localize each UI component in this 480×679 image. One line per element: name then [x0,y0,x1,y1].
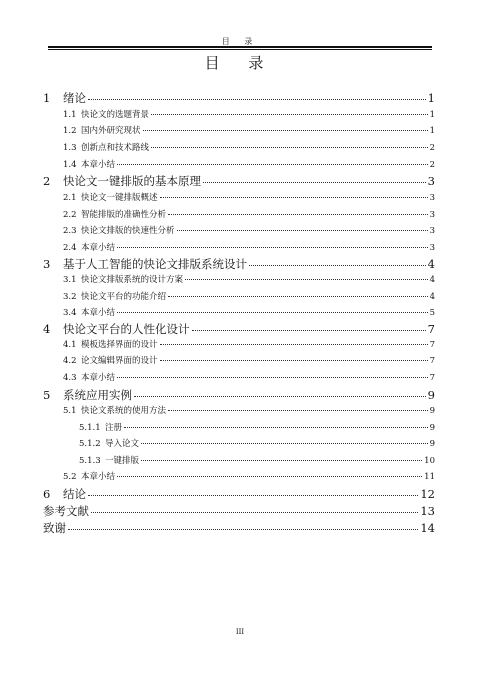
toc-entry[interactable] [43,224,435,236]
toc-title: 目 录 [204,54,276,72]
toc-entry[interactable] [43,321,435,337]
toc-entry-page: 14 [420,521,435,535]
toc-entry[interactable] [43,256,435,272]
toc-leader-dots [88,99,426,100]
toc-entry-title: 国内外研究现状 [81,126,141,136]
toc-entry[interactable] [43,273,435,285]
toc-entry-number: 3 [43,257,51,271]
toc-entry-number: 1 [43,91,51,105]
toc-entry-title: 快论文一键排版概述 [81,193,158,203]
toc-entry-page: 13 [420,504,435,518]
toc-entry-page: 3 [429,210,435,220]
page-number: III [235,628,245,636]
toc-entry-page: 2 [429,160,435,170]
toc-entry[interactable] [43,241,435,253]
toc-entry-title: 快论文一键排版的基本原理 [63,174,201,188]
toc-entry[interactable] [43,437,435,449]
toc-leader-dots [124,427,428,428]
toc-leader-dots [185,279,428,280]
toc-entry[interactable] [43,387,435,403]
toc-entry-title: 基于人工智能的快论文排版系统设计 [63,257,247,271]
toc-leader-dots [88,495,418,496]
toc-entry-title: 快论文系统的使用方法 [81,406,167,416]
running-header: 目 录 [221,37,259,46]
toc-entry-title: 结论 [63,487,86,501]
toc-leader-dots [117,164,428,165]
toc-entry-page: 7 [427,322,435,336]
toc-leader-dots [68,529,418,530]
toc-leader-dots [151,114,428,115]
toc-leader-dots [168,214,428,215]
toc-entry[interactable] [43,191,435,203]
toc-entry-page: 1 [427,91,435,105]
toc-entry-page: 9 [427,388,435,402]
toc-leader-dots [249,265,426,266]
toc-entry-page: 4 [429,275,435,285]
toc-leader-dots [141,443,428,444]
toc-entry-page: 4 [427,257,435,271]
toc-entry[interactable] [43,421,435,433]
toc-entry-number: 4.2 [63,356,77,366]
toc-leader-dots [203,182,426,183]
toc-leader-dots [151,147,428,148]
toc-entry-number: 2.4 [63,243,77,253]
toc-entry-number: 5.2 [63,472,77,482]
toc-entry-title: 快论文排版系统的设计方案 [81,275,184,285]
toc-entry-number: 2.1 [63,193,77,203]
toc-leader-dots [160,197,428,198]
toc-entry-number: 5 [43,388,51,402]
toc-entry[interactable] [43,338,435,350]
toc-leader-dots [117,312,428,313]
header-rule-thick [48,46,432,48]
toc-entry[interactable] [43,470,435,482]
toc-entry-page: 9 [429,439,435,449]
toc-entry-title: 导入论文 [105,439,140,449]
toc-entry[interactable] [43,404,435,416]
toc-entry-number: 2.3 [63,226,77,236]
toc-entry-page: 7 [429,373,435,383]
toc-entry-title: 快论文平台的功能介绍 [81,292,167,302]
toc-entry[interactable] [43,290,435,302]
toc-entry[interactable] [43,354,435,366]
toc-leader-dots [141,460,422,461]
toc-entry-page: 9 [429,423,435,433]
toc-leader-dots [134,396,426,397]
toc-entry-title: 一键排版 [105,456,140,466]
toc-entry-page: 5 [429,308,435,318]
toc-leader-dots [117,247,428,248]
toc-leader-dots [143,130,428,131]
toc-entry-number: 3.2 [63,292,77,302]
toc-entry-number: 4.3 [63,373,77,383]
toc-entry[interactable] [43,371,435,383]
toc-entry-title: 论文编辑界面的设计 [81,356,158,366]
toc-leader-dots [117,377,428,378]
toc-entry-page: 10 [424,456,435,466]
toc-entry-page: 9 [429,406,435,416]
toc-leader-dots [177,230,428,231]
toc-entry[interactable] [43,486,435,502]
toc-entry-page: 3 [429,193,435,203]
toc-entry-title: 模板选择界面的设计 [81,340,158,350]
toc-entry-page: 3 [427,174,435,188]
toc-entry-page: 4 [429,292,435,302]
toc-entry[interactable] [43,208,435,220]
toc-entry[interactable] [43,520,435,536]
toc-entry[interactable] [43,124,435,136]
toc-entry-title: 快论文的选题背景 [81,110,150,120]
toc-entry[interactable] [43,173,435,189]
toc-entry-title: 智能排版的准确性分析 [81,210,167,220]
toc-leader-dots [192,330,426,331]
toc-entry-title: 创新点和技术路线 [81,143,150,153]
toc-leader-dots [117,476,422,477]
toc-entry-title: 本章小结 [81,472,116,482]
toc-leader-dots [168,296,428,297]
toc-entry-number: 2.2 [63,210,77,220]
toc-leader-dots [160,344,428,345]
toc-entry-number: 1.2 [63,126,77,136]
toc-entry-page: 7 [429,340,435,350]
toc-entry-title: 本章小结 [81,308,116,318]
toc-entry[interactable] [43,158,435,170]
toc-entry-number: 1.3 [63,143,77,153]
toc-entry-page: 11 [424,472,435,482]
toc-entry-title: 注册 [105,423,123,433]
toc-entry-number: 1.1 [63,110,77,120]
toc-entry-page: 1 [429,110,435,120]
toc-entry[interactable] [43,454,435,466]
toc-entry-number: 5.1.3 [79,456,101,466]
toc-entry-number: 4.1 [63,340,77,350]
toc-entry-number: 3.4 [63,308,77,318]
toc-entry-title: 参考文献 [43,504,89,518]
toc-entry-number: 5.1 [63,406,77,416]
toc-entry-title: 系统应用实例 [63,388,132,402]
toc-entry-page: 2 [429,143,435,153]
toc-entry-title: 快论文平台的人性化设计 [63,322,190,336]
toc-entry[interactable] [43,306,435,318]
toc-entry[interactable] [43,90,435,106]
toc-leader-dots [91,512,418,513]
toc-entry-title: 绪论 [63,91,86,105]
toc-leader-dots [160,360,428,361]
toc-entry[interactable] [43,503,435,519]
toc-entry-title: 本章小结 [81,373,116,383]
toc-entry-number: 1.4 [63,160,77,170]
toc-entry-number: 6 [43,487,51,501]
toc-entry-number: 4 [43,322,51,336]
toc-entry-page: 1 [429,126,435,136]
toc-entry-number: 2 [43,174,51,188]
toc-entry-number: 5.1.1 [79,423,101,433]
toc-leader-dots [168,410,428,411]
toc-entry[interactable] [43,141,435,153]
toc-entry-page: 7 [429,356,435,366]
toc-entry-page: 3 [429,243,435,253]
toc-entry-number: 3.1 [63,275,77,285]
toc-entry-number: 5.1.2 [79,439,101,449]
toc-entry-title: 快论文排版的快速性分析 [81,226,175,236]
toc-entry-title: 本章小结 [81,243,116,253]
toc-entry-page: 3 [429,226,435,236]
toc-entry-page: 12 [420,487,435,501]
toc-entry-title: 本章小结 [81,160,116,170]
header-rule-thin [48,49,432,50]
toc-entry[interactable] [43,108,435,120]
toc-entry-title: 致谢 [43,521,66,535]
